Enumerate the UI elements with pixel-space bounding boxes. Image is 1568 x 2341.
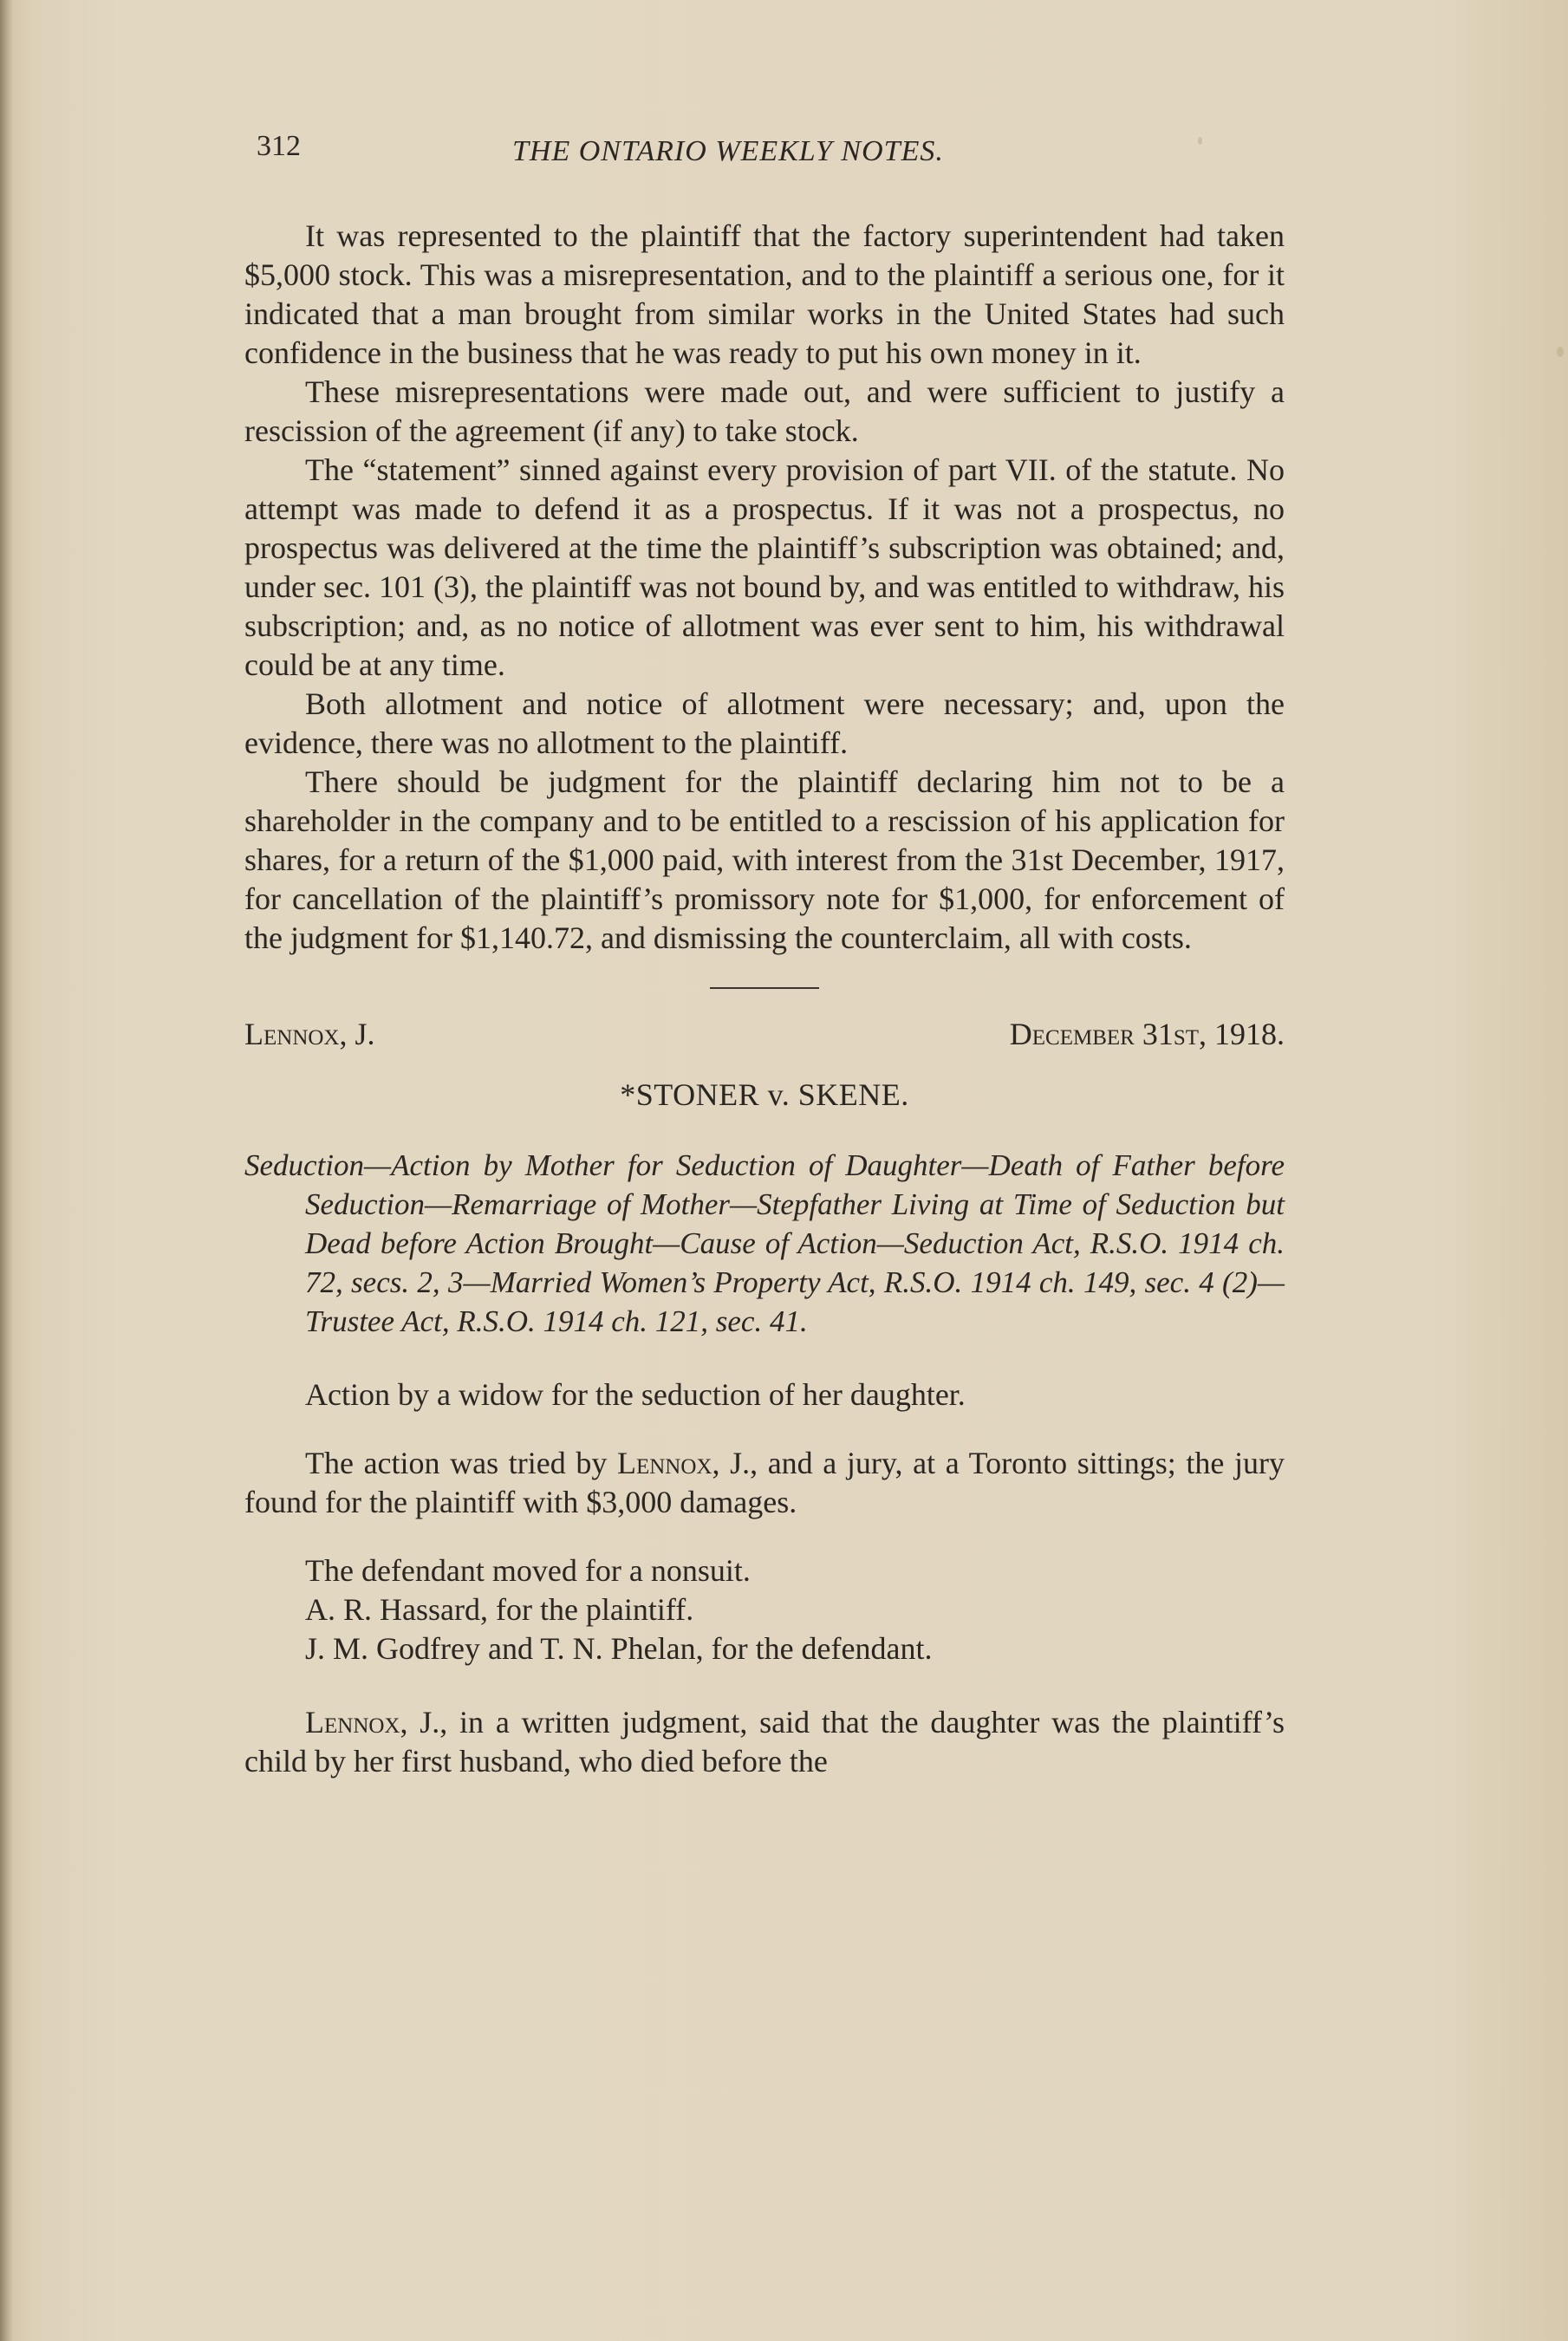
- page-spine-shadow: [0, 0, 12, 2341]
- body-paragraph: There should be judgment for the plaintiff declaring him not to be a shareholder in the company and to be entitled to a rescission of his application for shares, for a return of the $1,000 paid, with interest from the 31st December, 1917, for cancellation of the plaintiff’s promissory note for $1,000, for enforcement of the judgment for $1,140.72, and dismissing the counterclaim, all with costs.: [244, 764, 1285, 955]
- body-paragraph: These misrepresentations were made out, and were sufficient to justify a rescission of the agreement (if any) to take stock.: [244, 374, 1285, 448]
- counsel-block: [244, 1551, 1285, 1668]
- case-judge: Lennox, J.: [244, 1017, 375, 1051]
- section-divider: [710, 987, 819, 989]
- trial-description: [244, 1444, 1285, 1522]
- counsel-defendant: J. M. Godfrey and T. N. Phelan, for the defendant.: [305, 1631, 933, 1666]
- body-paragraph: The “statement” sinned against every provision of part VII. of the statute. No attempt was made to defend it as a prospectus. If it was not a prospectus, no prospectus was delivered at the time the plaintiff’s subscription was obtained; and, under sec. 101 (3), the plaintiff was not bound by, and was entitled to withdraw, his subscription; and, as no notice of allotment was ever sent to him, his withdrawal could be at any time.: [244, 452, 1285, 682]
- judgment-paragraph: [244, 1703, 1285, 1781]
- paper-spot: [1557, 347, 1564, 357]
- motion-line: The defendant moved for a nonsuit.: [305, 1553, 751, 1588]
- body-paragraph: Both allotment and notice of allotment were necessary; and, upon the evidence, there was no allotment to the plaintiff.: [244, 686, 1285, 760]
- counsel-plaintiff: A. R. Hassard, for the plaintiff.: [305, 1592, 694, 1627]
- case-title: *STONER v. SKENE.: [620, 1077, 909, 1112]
- trial-judge: Lennox: [616, 1446, 712, 1480]
- judgment-judge: Lennox: [305, 1705, 400, 1739]
- trial-prefix: The action was tried by: [305, 1446, 617, 1480]
- judgment-text: , J., in a written judgment, said that the daughter was the plaintiff’s child by her first husband, who died before the: [244, 1705, 1285, 1779]
- action-description: Action by a widow for the seduction of her daughter.: [305, 1377, 966, 1412]
- body-paragraph: It was represented to the plaintiff that the factory superintendent had taken $5,000 stock. This was a misrepresentation, and to the plaintiff a serious one, for it indicated that a man brought from similar works in the United States had such confidence in the business that he was ready to put his own money in it.: [244, 218, 1285, 370]
- case-judge-date-line: [244, 1015, 1285, 1058]
- case-headnote: Seduction—Action by Mother for Seduction of Daughter—Death of Father before Seduction—Remarriage of Mother—Stepfather Living at Time of Seduction but Dead before Action Brought—Cause of Action—Seduction Act, R.S.O. 1914 ch. 72, secs. 2, 3—Married Women’s Property Act, R.S.O. 1914 ch. 149, sec. 4 (2)—Trustee Act, R.S.O. 1914 ch. 121, sec. 41.: [244, 1148, 1285, 1338]
- case-date: December 31st, 1918.: [1009, 1017, 1285, 1051]
- page-number: 312: [257, 130, 301, 162]
- running-header: [257, 130, 1297, 182]
- trial-suffix: , J., and a jury, at a Toronto sittings; the jury found for the plaintiff with $3,000 damages.: [244, 1446, 1285, 1519]
- journal-title: THE ONTARIO WEEKLY NOTES.: [512, 135, 944, 167]
- page-text: [244, 217, 1285, 1781]
